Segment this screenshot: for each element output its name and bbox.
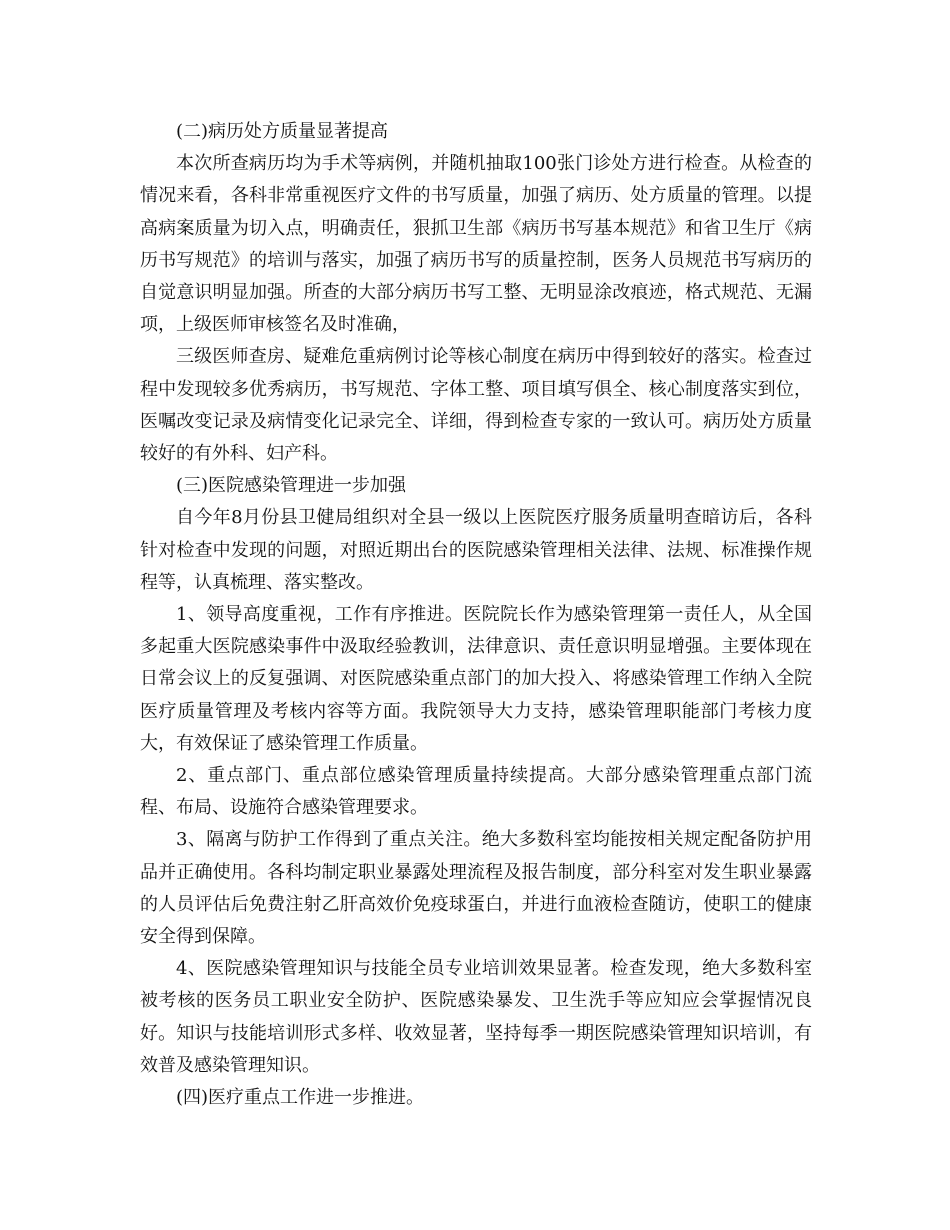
paragraph-item-2-key-departments: 2、重点部门、重点部位感染管理质量持续提高。大部分感染管理重点部门流程、布局、设施符合感染管理要求。: [140, 765, 812, 819]
paragraph-core-systems: 三级医师查房、疑难危重病例讨论等核心制度在病历中得到较好的落实。检查过程中发现较多优秀病历，书写规范、字体工整、项目填写俱全、核心制度落实到位，医嘱改变记录及病情变化记录完全、详细，得到检查专家的一致认可。病历处方质量较好的有外科、妇产科。: [140, 346, 812, 465]
paragraph-inspection-rectification: 自今年8月份县卫健局组织对全县一级以上医院医疗服务质量明查暗访后，各科针对检查中发现的问题，对照近期出台的医院感染管理相关法律、法规、标准操作规程等，认真梳理、落实整改。: [140, 507, 812, 593]
paragraph-item-3-isolation-protection: 3、隔离与防护工作得到了重点关注。绝大多数科室均能按相关规定配备防护用品并正确使用。各科均制定职业暴露处理流程及报告制度，部分科室对发生职业暴露的人员评估后免费注射乙肝高效价免疫球蛋白，并进行血液检查随访，使职工的健康安全得到保障。: [140, 829, 812, 948]
document-body: [140, 116, 812, 1114]
section-heading-infection-management: (三)医院感染管理进一步加强: [176, 475, 407, 497]
section-heading-medical-records: (二)病历处方质量显著提高: [176, 121, 389, 142]
section-heading-key-work: (四)医疗重点工作进一步推进。: [176, 1087, 425, 1109]
paragraph-records-inspection: 本次所查病历均为手术等病例，并随机抽取100张门诊处方进行检查。从检查的情况来看，各科非常重视医疗文件的书写质量，加强了病历、处方质量的管理。以提高病案质量为切入点，明确责任，狠抓卫生部《病历书写基本规范》和省卫生厅《病历书写规范》的培训与落实，加强了病历书写的质量控制，医务人员规范书写病历的自觉意识明显加强。所查的大部分病历书写工整、无明显涂改痕迹，格式规范、无漏项，上级医师审核签名及时准确，: [140, 153, 812, 336]
paragraph-item-1-leadership: 1、领导高度重视，工作有序推进。医院院长作为感染管理第一责任人，从全国多起重大医院感染事件中汲取经验教训，法律意识、责任意识明显增强。主要体现在日常会议上的反复强调、对医院感染重点部门的加大投入、将感染管理工作纳入全院医疗质量管理及考核内容等方面。我院领导大力支持，感染管理职能部门考核力度大，有效保证了感染管理工作质量。: [140, 604, 812, 754]
paragraph-item-4-training: 4、医院感染管理知识与技能全员专业培训效果显著。检查发现，绝大多数科室被考核的医务员工职业安全防护、医院感染暴发、卫生洗手等应知应会掌握情况良好。知识与技能培训形式多样、收效显著，坚持每季一期医院感染管理知识培训，有效普及感染管理知识。: [140, 958, 812, 1076]
